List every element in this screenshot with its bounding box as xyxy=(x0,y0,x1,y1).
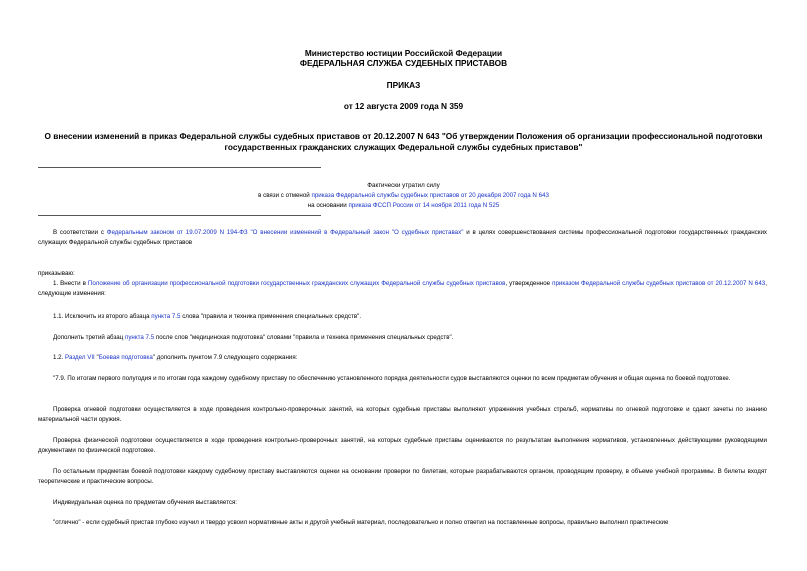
clause-7-5-link[interactable]: пункта 7.5 xyxy=(151,313,181,320)
status-note-text: в связи с отменой xyxy=(258,192,312,199)
paragraph-text: после слов "медицинская подготовка" словами "правила и техника применения специальных средств". xyxy=(154,334,454,341)
federal-law-link[interactable]: Федеральным законом от 19.07.2009 N 194-ФЗ "О внесении изменений в Федеральный закон "О судебных приставах" xyxy=(106,229,464,236)
combat-training-link[interactable]: Боевая подготовка xyxy=(98,354,153,361)
paragraph-text: " xyxy=(94,354,99,361)
divider-bottom xyxy=(38,215,321,216)
status-note-text: на основании xyxy=(307,202,349,209)
fssp-order-link[interactable]: приказа ФССП России от 14 ноября 2011 года N 525 xyxy=(348,202,500,209)
service-name: ФЕДЕРАЛЬНАЯ СЛУЖБА СУДЕБНЫХ ПРИСТАВОВ xyxy=(299,58,508,68)
paragraph-item-1 xyxy=(38,279,767,298)
paragraph-text: 1. Внести в xyxy=(53,280,88,287)
paragraph-physical: Проверка физической подготовки осуществляется в ходе проведения контрольно-проверочных занятий, на которых судебные приставы оцениваются по результатам выполнения нормативов, установленных действующими руководящими документами по физической подготовке. xyxy=(38,437,767,454)
document-title: О внесении изменений в приказ Федеральной службы судебных приставов от 20.12.2007 N 643 "Об утверждении Положения об организации профессиональной подготовки государственных гражданских служащих Федеральной службы судебных приставов" xyxy=(44,131,763,152)
paragraph-text: слова "правила и техника применения специальных средств". xyxy=(180,313,362,320)
paragraph-7-9: "7.9. По итогам первого полугодия и по итогам года каждому судебному приставу по обеспечению установленного порядка деятельности судов выставляются оценки по всем предметам обучения и общая оценка по боевой подготовке. xyxy=(53,375,731,382)
paragraph-excellent: "отлично" - если судебный пристав глубоко изучил и твердо усвоил нормативные акты и другой учебный материал, последовательно и полно ответил на поставленные вопросы, правильно выполнил практические xyxy=(53,519,669,526)
status-note-line xyxy=(160,191,647,201)
paragraph-other-subjects: По остальным предметам боевой подготовки каждому судебному приставу выставляются оценки на основании проверки по билетам, которые разрабатываются органом, проводящим проверку, в объеме учебной программы. В билеты входят теоретические и практические вопросы. xyxy=(38,468,767,485)
paragraph-supplement xyxy=(38,333,767,343)
paragraph-individual-grade: Индивидуальная оценка по предметам обучения выставляется: xyxy=(53,499,238,506)
clause-7-5-link[interactable]: пункта 7.5 xyxy=(124,334,155,341)
order-643-link[interactable]: приказом Федеральной службы судебных приставов от 20.12.2007 N 643 xyxy=(552,280,766,287)
paragraph-text: 1.2. xyxy=(53,354,66,361)
status-note-line xyxy=(160,201,647,211)
paragraph-text: " дополнить пунктом 7.9 следующего содержания: xyxy=(152,354,298,361)
paragraph-text: В соответствии с xyxy=(53,229,107,236)
paragraph-text: Дополнить третий абзац xyxy=(53,334,125,341)
paragraph-item-1-1 xyxy=(38,312,767,322)
divider-top xyxy=(38,167,321,168)
ministry-name: Министерство юстиции Российской Федерации xyxy=(304,48,503,58)
paragraph-item-1-2 xyxy=(38,353,767,363)
section-vii-link[interactable]: Раздел VII xyxy=(65,354,95,361)
repealed-order-link[interactable]: приказа Федеральной службы судебных приставов от 20 декабря 2007 года N 643 xyxy=(311,192,549,199)
regulation-link[interactable]: Положение об организации профессиональной подготовки государственных гражданских служащих Федеральной службы судебных приставов xyxy=(87,280,506,287)
paragraph-text: 1.1. Исключить из второго абзаца xyxy=(53,313,152,320)
paragraph-text: , утвержденное xyxy=(505,280,553,287)
paragraph-text: и в целях совершенствования системы профессиональной подготовки государственных гражданских служащих Федеральной службы судебных приставов xyxy=(38,229,768,246)
paragraph-firearms: Проверка огневой подготовки осуществляется в ходе проведения контрольно-проверочных занятий, на которых судебные приставы выполняют упражнения учебных стрельб, нормативы по огневой подготовке и сдают зачеты по знанию материальной части оружия. xyxy=(38,406,767,423)
paragraph-text: , следующие изменения: xyxy=(38,280,767,297)
document-date-number: от 12 августа 2009 года N 359 xyxy=(343,101,464,111)
status-note-line: Фактически утратил силу xyxy=(367,182,440,189)
order-word: приказываю: xyxy=(38,270,75,277)
document-type: ПРИКАЗ xyxy=(386,80,421,90)
paragraph-preamble xyxy=(38,228,767,247)
